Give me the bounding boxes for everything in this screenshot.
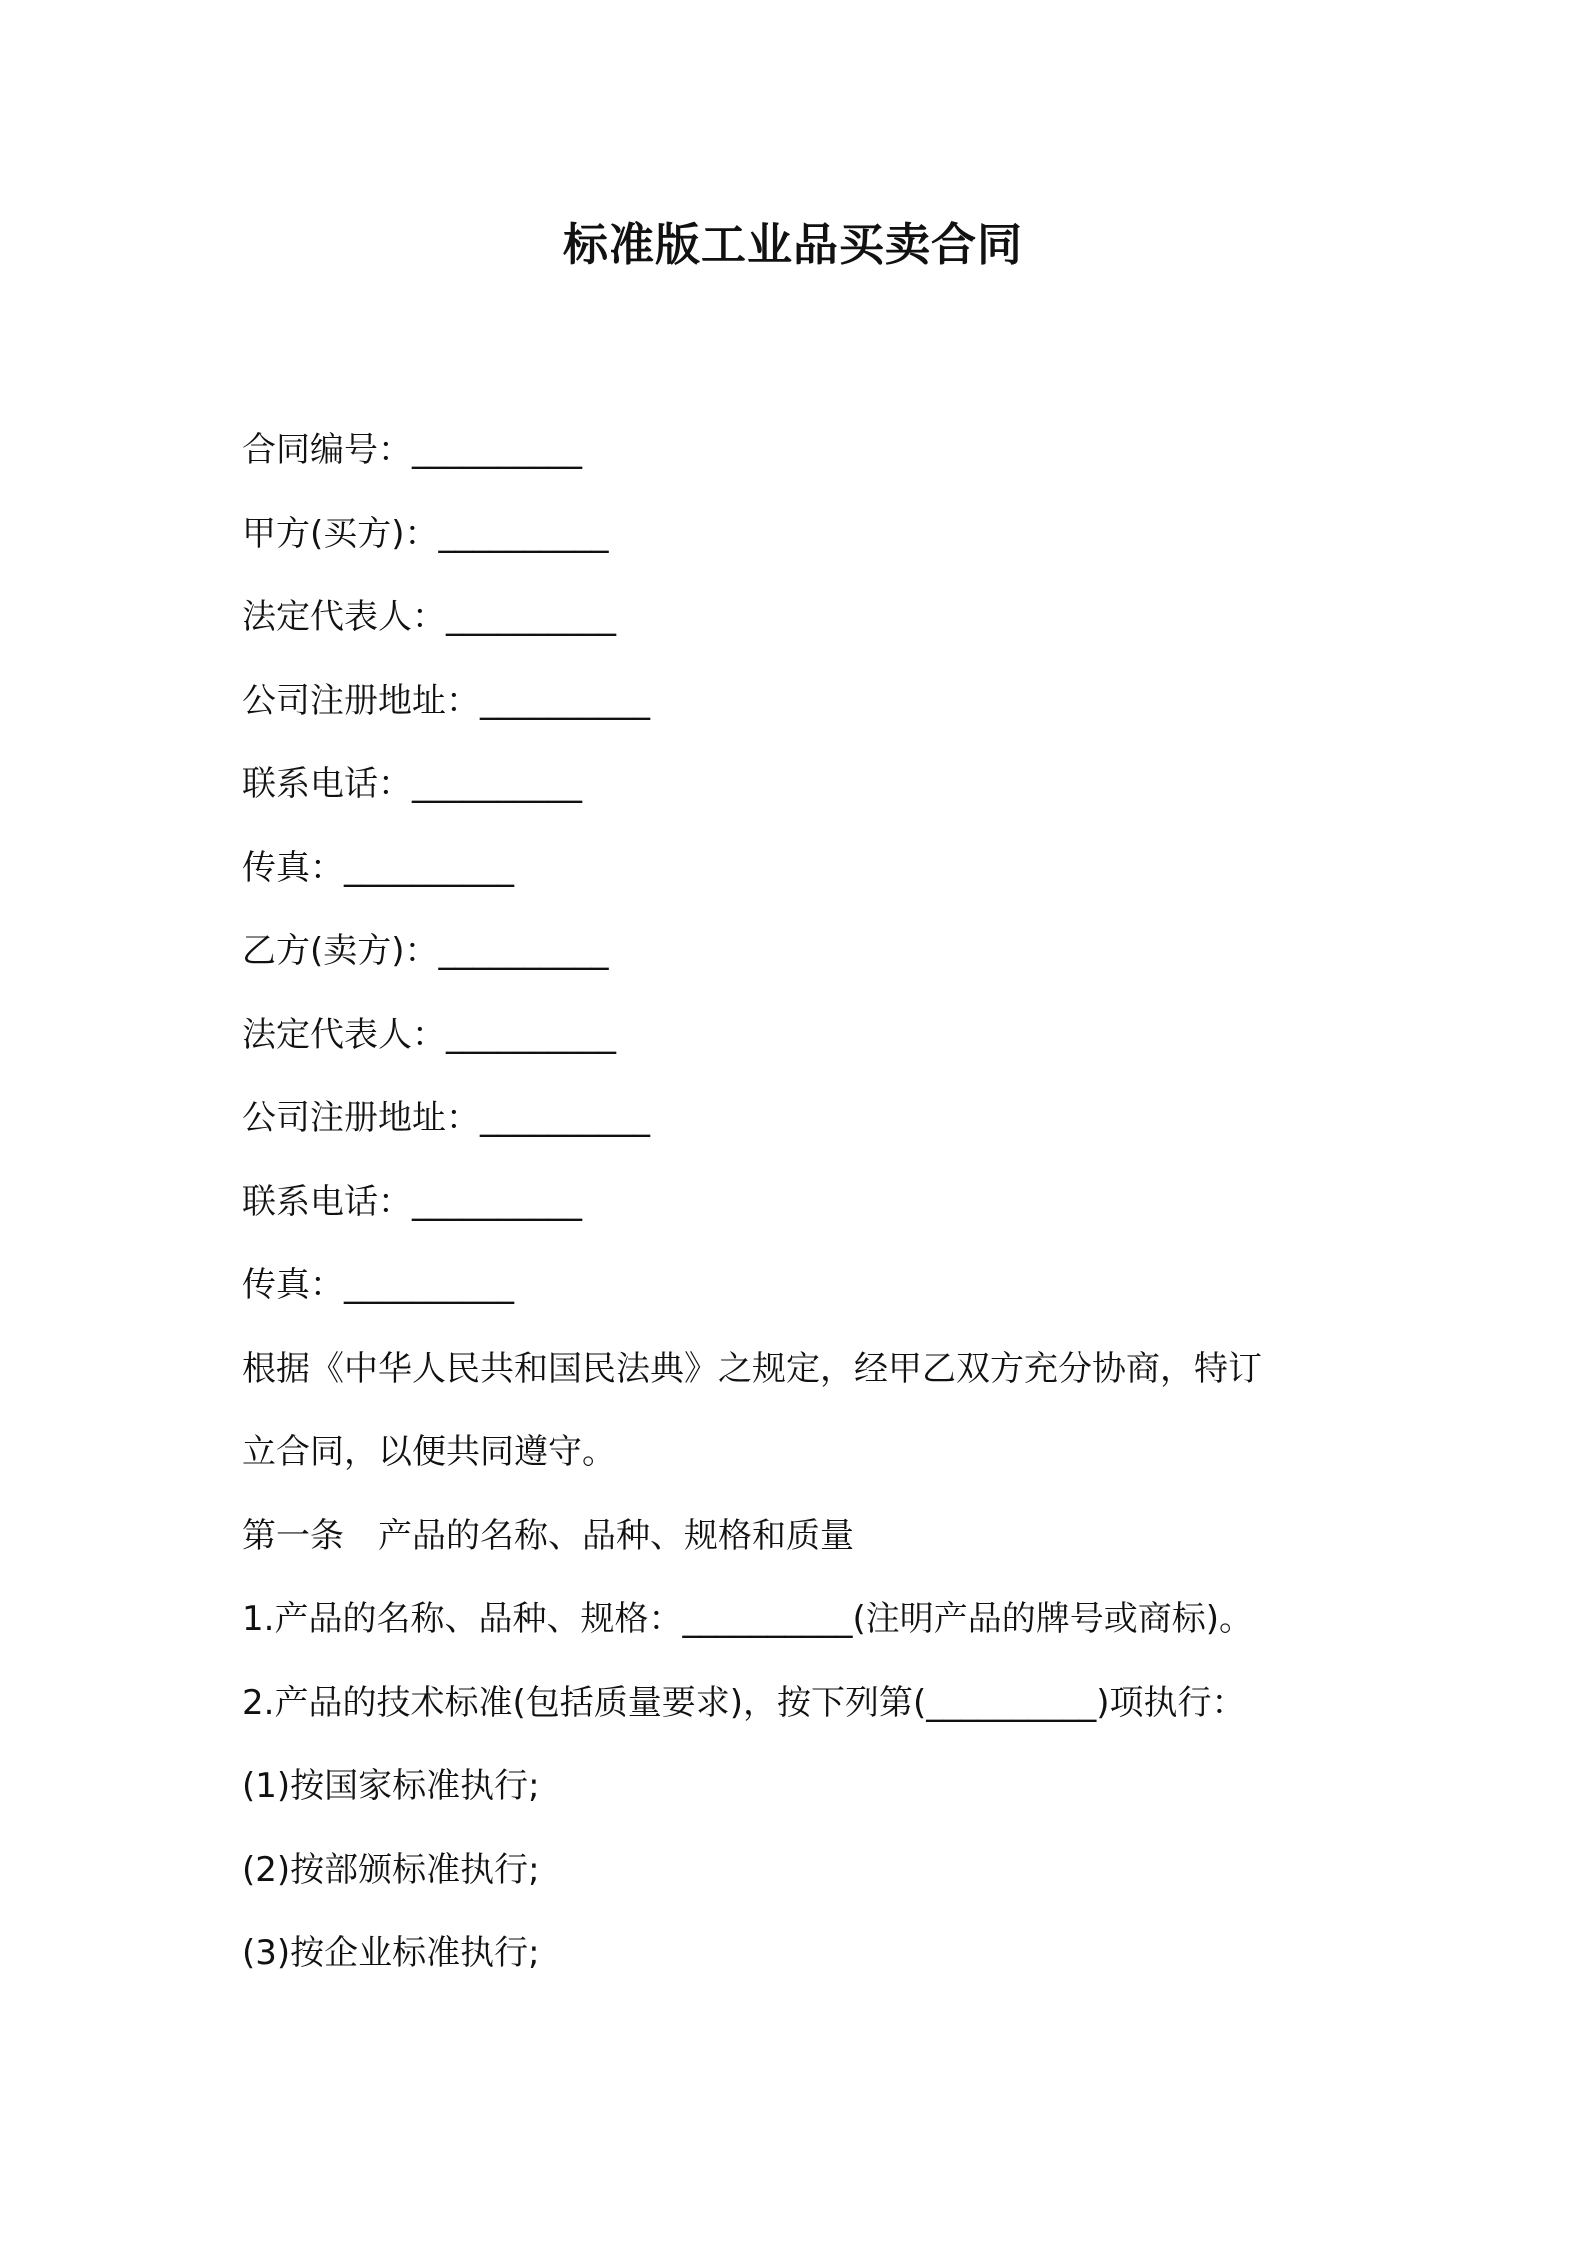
party-b-address-line: 公司注册地址：__________ <box>242 1098 650 1138</box>
contract-number-line: 合同编号：__________ <box>242 430 582 470</box>
party-a-buyer-line: 甲方(买方)：__________ <box>242 513 609 554</box>
party-b-fax-line: 传真：__________ <box>242 1265 514 1305</box>
option-national-standard: (1)按国家标准执行; <box>242 1766 540 1806</box>
document-title: 标准版工业品买卖合同 <box>562 218 1023 271</box>
party-b-legal-rep-line: 法定代表人：__________ <box>242 1014 616 1055</box>
article-one-heading: 第一条 产品的名称、品种、规格和质量 <box>242 1515 854 1556</box>
party-a-address-line: 公司注册地址：__________ <box>242 680 650 721</box>
party-a-phone-line: 联系电话：__________ <box>242 764 582 804</box>
clause-1-product-name: 1.产品的名称、品种、规格：__________(注明产品的牌号或商标)。 <box>242 1599 1253 1639</box>
party-b-seller-line: 乙方(卖方)：__________ <box>242 931 609 971</box>
document-body <box>242 409 1362 1996</box>
option-ministry-standard: (2)按部颁标准执行; <box>242 1849 540 1890</box>
preamble-line-1: 根据《中华人民共和国民法典》之规定，经甲乙双方充分协商，特订 <box>242 1348 1262 1389</box>
party-a-fax-line: 传真：__________ <box>242 847 514 888</box>
clause-2-technical-standard: 2.产品的技术标准(包括质量要求)，按下列第(__________)项执行： <box>242 1682 1246 1723</box>
option-enterprise-standard: (3)按企业标准执行; <box>242 1933 540 1973</box>
preamble-line-2: 立合同，以便共同遵守。 <box>242 1432 616 1472</box>
party-a-legal-rep-line: 法定代表人：__________ <box>242 597 616 637</box>
party-b-phone-line: 联系电话：__________ <box>242 1181 582 1222</box>
